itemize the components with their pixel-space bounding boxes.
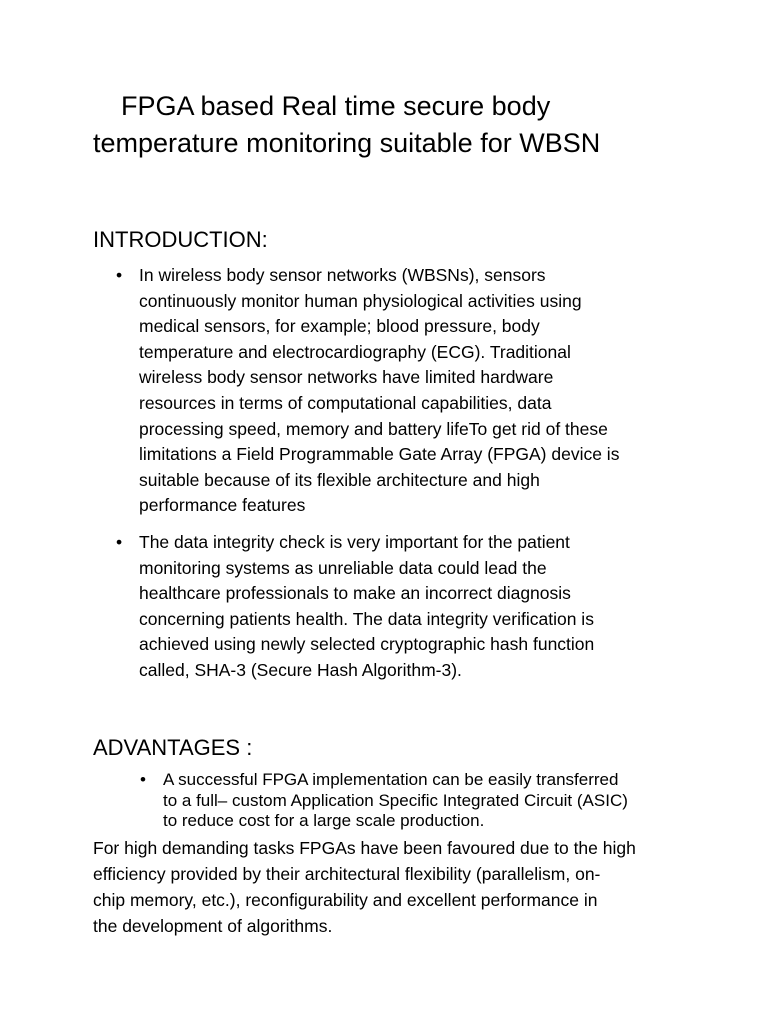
- introduction-bullet-1: In wireless body sensor networks (WBSNs), sensors continuously monitor human physiological activities using medical sensors, for example; blood pressure, body temperature and electrocardiography (ECG). Traditional wireless body sensor networks have limited hardware resources in terms of computational capabilities, data processing speed, memory and battery lifeTo get rid of these limitations a Field Programmable Gate Array (FPGA) device is suitable because of its flexible architecture and high performance features: [139, 265, 620, 516]
- document-title: [93, 88, 713, 162]
- advantages-bullet-list: [140, 770, 723, 832]
- list-item: [116, 263, 739, 519]
- introduction-bullet-2: The data integrity check is very important for the patient monitoring systems as unreliable data could lead the healthcare professionals to make an incorrect diagnosis concerning patients health. The data integrity verification is achieved using newly selected cryptographic hash function called, SHA-3 (Secure Hash Algorithm-3).: [139, 531, 595, 680]
- list-item: [116, 530, 739, 684]
- advantages-bullet-1: A successful FPGA implementation can be easily transferred to a full– custom Application Specific Integrated Circuit (ASIC) to reduce cost for a large scale production.: [163, 770, 628, 830]
- advantages-paragraph: For high demanding tasks FPGAs have been favoured due to the high efficiency provided by their architectural flexibility (parallelism, on- chip memory, etc.), reconfigurability and excellent performance in the development of algorithms.: [93, 838, 636, 936]
- title-line-2: temperature monitoring suitable for WBSN: [93, 128, 601, 158]
- bullet-icon: •: [116, 531, 123, 552]
- list-item: [140, 770, 723, 832]
- bullet-icon: •: [140, 770, 146, 789]
- introduction-heading: INTRODUCTION:: [93, 227, 268, 252]
- introduction-bullet-list: [116, 263, 739, 684]
- title-line-1: FPGA based Real time secure body: [121, 91, 551, 121]
- advantages-heading: ADVANTAGES :: [93, 735, 253, 760]
- bullet-icon: •: [116, 265, 123, 285]
